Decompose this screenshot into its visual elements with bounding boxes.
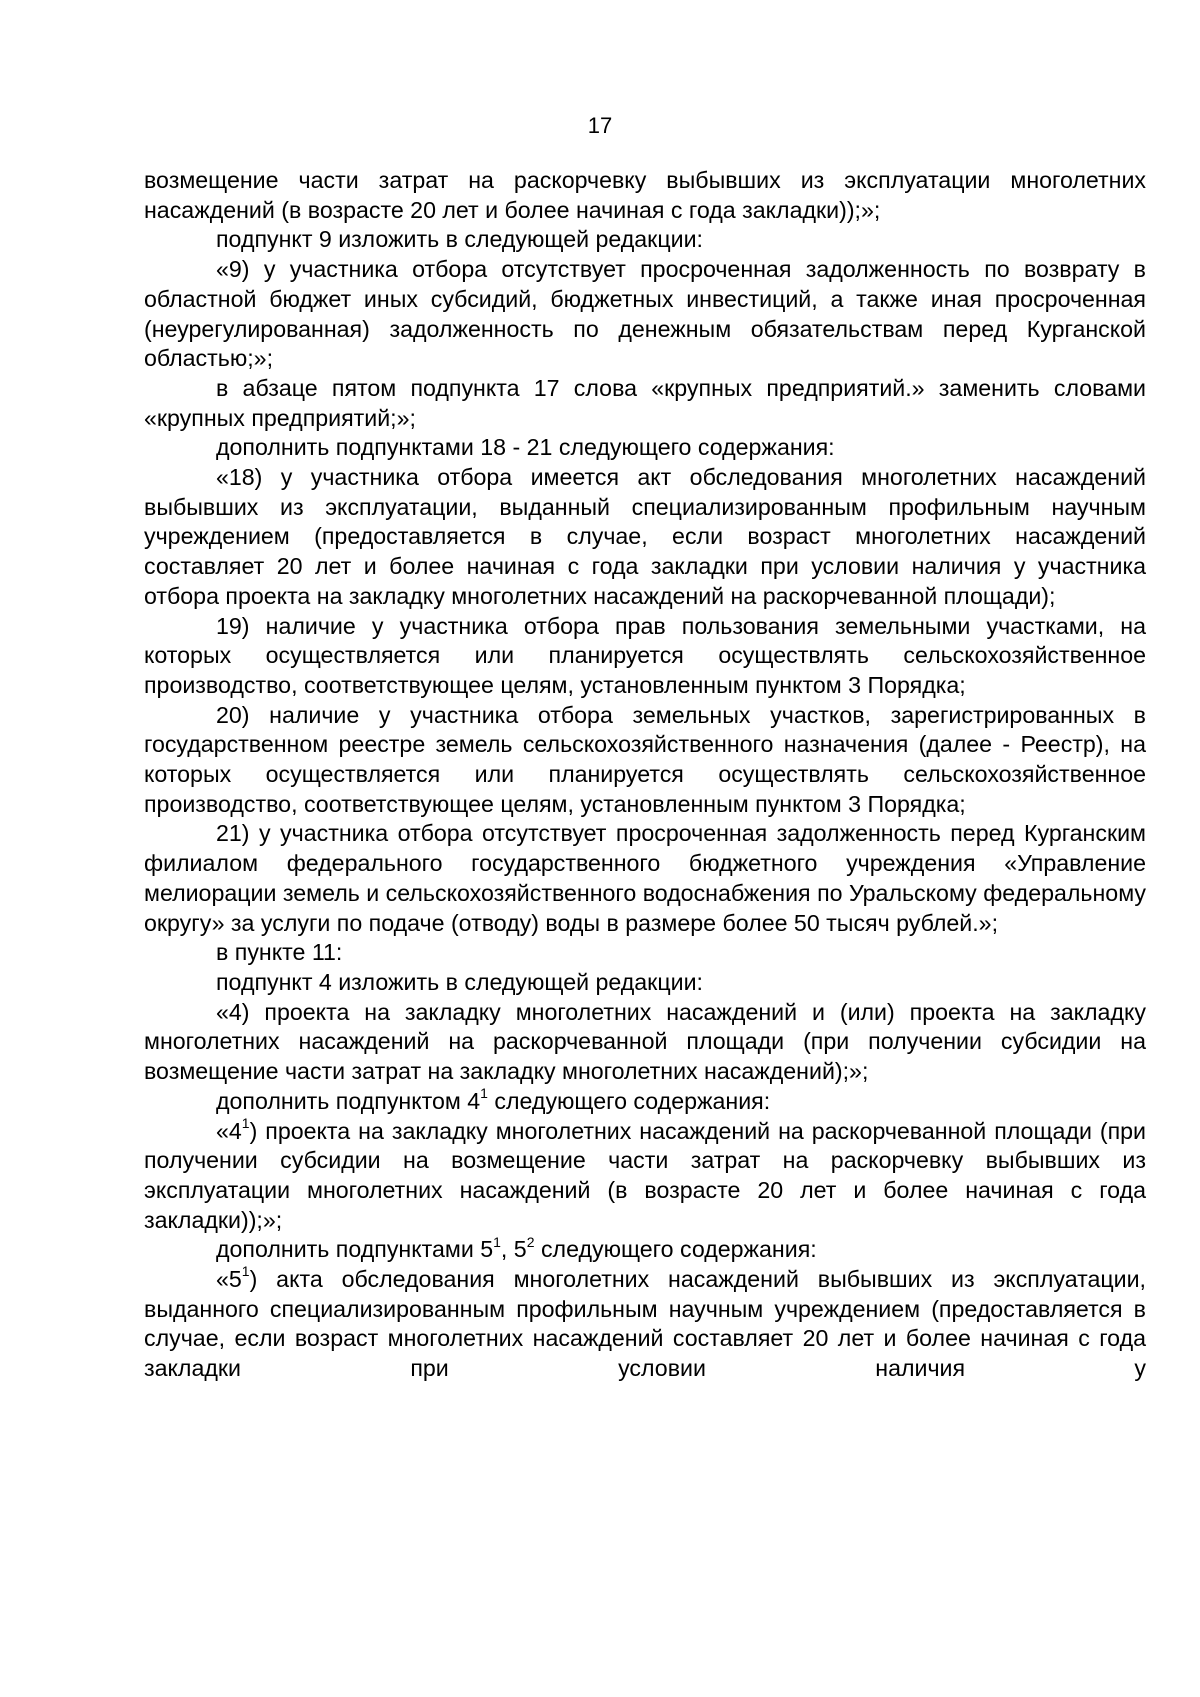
superscript: 2 [526, 1233, 535, 1250]
superscript: 1 [493, 1233, 501, 1250]
paragraph [144, 1265, 1146, 1384]
paragraph: возмещение части затрат на раскорчевку выбывших из эксплуатации многолетних насаждений (в возрасте 20 лет и более начиная с года закладки));»; [144, 167, 1146, 223]
paragraph-text: следующего содержания: [534, 1236, 817, 1263]
page-number: 17 [587, 113, 613, 138]
paragraph-text: «4 [216, 1117, 242, 1144]
paragraph-text: ) проекта на закладку многолетних насаждений на раскорчеванной площади (при получении субсидии на возмещение части затрат на раскорчевку выбывших из эксплуатации многолетних насаждений (в возрасте 20 лет и более начиная с года закладки));»; [144, 1117, 1146, 1233]
paragraph-text: дополнить подпунктом 4 [216, 1087, 481, 1114]
document-body [144, 166, 1146, 1384]
paragraph [144, 1114, 1146, 1236]
paragraph: «9) у участника отбора отсутствует просроченная задолженность по возврату в областной бюджет иных субсидий, бюджетных инвестиций, а также иная просроченная (неурегулированная) задолженность по денежным обязательствам перед Курганской областью;»; [144, 256, 1146, 372]
paragraph [144, 1235, 1146, 1265]
paragraph: 21) у участника отбора отсутствует просроченная задолженность перед Курганским филиалом федерального государственного бюджетного учреждения «Управление мелиорации земель и сельскохозяйственного водоснабжения по Уральскому федеральному округу» за услуги по подаче (отводу) воды в размере более 50 тысяч рублей.»; [144, 820, 1146, 936]
paragraph: 19) наличие у участника отбора прав пользования земельными участками, на которых осуществляется или планируется осуществлять сельскохозяйственное производство, соответствующее целям, установленным пунктом 3 Порядка; [144, 612, 1146, 698]
paragraph: подпункт 9 изложить в следующей редакции: [216, 226, 703, 253]
paragraph: «18) у участника отбора имеется акт обследования многолетних насаждений выбывших из эксплуатации, выданный специализированным профильным научным учреждением (предоставляется в случае, если возраст многолетних насаждений составляет 20 лет и более начиная с года закладки при условии наличия у участника отбора проекта на закладку многолетних насаждений на раскорчеванной площади); [144, 464, 1146, 609]
superscript: 1 [241, 1114, 250, 1131]
paragraph-text: , 5 [500, 1236, 527, 1263]
paragraph [144, 1087, 1146, 1117]
superscript: 1 [241, 1263, 250, 1280]
paragraph: подпункт 4 изложить в следующей редакции: [216, 968, 703, 995]
paragraph-text: следующего содержания: [487, 1087, 771, 1114]
paragraph: дополнить подпунктами 18 - 21 следующего содержания: [216, 434, 835, 461]
paragraph: в абзаце пятом подпункта 17 слова «крупных предприятий.» заменить словами «крупных предприятий;»; [144, 374, 1146, 431]
paragraph-text: дополнить подпунктами 5 [216, 1236, 494, 1263]
paragraph: 20) наличие у участника отбора земельных участков, зарегистрированных в государственном реестре земель сельскохозяйственного назначения (далее - Реестр), на которых осуществляется или планируется осуществлять сельскохозяйственное производство, соответствующее целям, установленным пунктом 3 Порядка; [144, 701, 1146, 817]
paragraph-text: ) акта обследования многолетних насаждений выбывших из эксплуатации, выданного специализированным профильным научным учреждением (предоставляется в случае, если возраст многолетних насаждений составляет 20 лет и более начиная с года закладки при условии наличия у [144, 1266, 1146, 1382]
paragraph-text: «5 [216, 1266, 242, 1293]
superscript: 1 [480, 1085, 488, 1102]
paragraph: «4) проекта на закладку многолетних насаждений и (или) проекта на закладку многолетних насаждений на раскорчеванной площади (при получении субсидии на возмещение части затрат на закладку многолетних насаждений);»; [144, 998, 1146, 1085]
paragraph: в пункте 11: [216, 939, 343, 966]
